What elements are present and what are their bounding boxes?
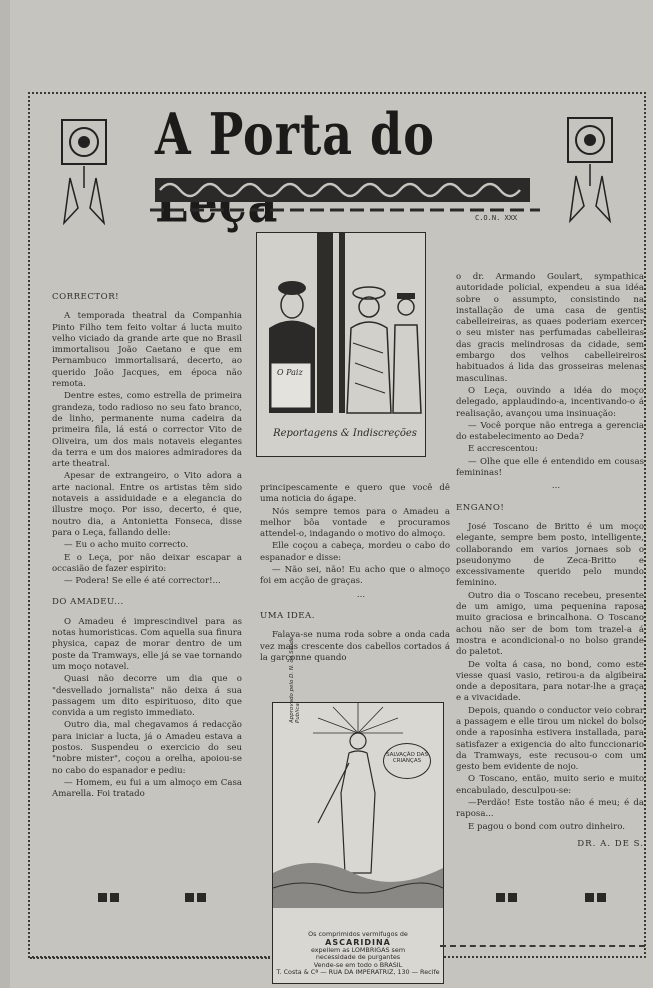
paragraph: De volta á casa, no bond, como este viesse quasi vasio, retirou-a da algibeira onde a depositara, para notar-lhe a graça e a vivacidade. bbox=[456, 659, 644, 704]
svg-text:O Paiz: O Paiz bbox=[277, 368, 303, 377]
paragraph: O Leça, ouvindo a idéa do moço delegado, applaudindo-a, incentivando-o á realisação, avançou uma insinuação: bbox=[456, 385, 644, 419]
magazine-page bbox=[10, 0, 653, 988]
paragraph: O Amadeu é imprescindivel para as notas humoristicas. Com aquella sua finura physica, capaz de morar dentro de um poste da Tramways, elle já se vae tornando um moço notavel. bbox=[52, 616, 242, 672]
ad-line: T. Costa & Cª — RUA DA IMPERATRIZ, 130 — Recife bbox=[276, 968, 440, 977]
paragraph: — Olhe que elle é entendido em cousas femininas! bbox=[456, 456, 644, 479]
section-heading: CORRECTOR! bbox=[52, 292, 120, 302]
cartoon-illustration bbox=[256, 232, 426, 457]
separator-dots: ... bbox=[356, 589, 366, 600]
footer-square-icon bbox=[597, 893, 606, 902]
section-heading: DO AMADEU... bbox=[52, 597, 124, 608]
paragraph: José Toscano de Britto é um moço elegante, sempre bem posto, intelligente, collaborando em varios jornaes sob o pseudonymo de Zeca-Britto e excessivamente querido pelo mundo feminino. bbox=[456, 521, 644, 589]
section-heading: ENGANO! bbox=[456, 502, 505, 513]
footer-square-icon bbox=[508, 893, 517, 902]
ad-line: necessidade de purgantes bbox=[315, 953, 401, 962]
paragraph: Apesar de extrangeiro, o Vito adora a arte nacional. Entre os artistas têm sido notaveis a assiduidade e a elegancia do illustre moço. Por isso, decerto, é que, noutro dia, a Antonietta Fonseca, disse para o Leça, fallando delle: bbox=[52, 471, 242, 538]
page-title: A Porta do bbox=[155, 100, 435, 168]
paragraph: — Eu o acho muito correcto. bbox=[64, 540, 189, 551]
issue-mark: C.O.N. XXX bbox=[475, 214, 518, 222]
paragraph: Outro dia, mal chegavamos á redacção para iniciar a lucta, já o Amadeu estava a postos. Suspendeu o exercicio do seu "nobre mister", coçou a orelha, apoiou-se no cabo do espanador e pediu: bbox=[52, 720, 242, 776]
paragraph: A temporada theatral da Companhia Pinto Filho tem feito voltar á lucta muito velho viciado da grande arte que no Brasil immortalisou João Caetano e que em Pernambuco immortalisará, decerto, ao querido João Jacques, em época não remota. bbox=[52, 311, 242, 390]
ad-copy bbox=[273, 931, 443, 977]
footer-square-icon bbox=[496, 893, 505, 902]
paragraph: — Podera! Se elle é até corrector!... bbox=[64, 576, 221, 587]
ad-line: Vende-se em todo o BRASIL bbox=[313, 960, 403, 969]
paragraph: —Perdão! Este tostão não é meu; é da raposa... bbox=[456, 798, 644, 820]
masthead bbox=[70, 100, 630, 230]
paragraph: Nós sempre temos para o Amadeu a melhor bôa vontade e procuramos attendel-o, indagando o motivo do almoço. bbox=[260, 506, 450, 540]
paragraph: O Toscano, então, muito serio e muito encabulado, desculpou-se: bbox=[456, 774, 644, 796]
paragraph: o dr. Armando Goulart, sympathica autoridade policial, expendeu a sua idéa sobre o assumpto, consistindo na installação de uma casa de gentis cabelleireiras, as quaes poderiam exercer o seu mister nas perfumadas cabelleiras das gracis melindrosas da cidade, sem embargo dos velhos cabelleireiros habituados á lida das grosseiras melenas masculinas. bbox=[456, 272, 644, 384]
swirl-border-icon bbox=[155, 178, 530, 202]
separator-dots: ... bbox=[551, 481, 561, 492]
footer-square-icon bbox=[110, 893, 119, 902]
ad-approval-note: Approvado pelo D. N. da Saude Publica bbox=[289, 636, 301, 723]
paragraph: Dentre estes, como estrella de primeira grandeza, todo radioso no seu fato branco, de linho, permanente numa cadeira da primeira fila, lá está o corrector Vito de Oliveira, um dos mais notaveis elegantes da terra e um dos maiores admiradores da arte theatral. bbox=[52, 391, 242, 470]
paragraph: Depois, quando o conductor veio cobrar a passagem e elle tirou um nickel do bolso onde a raposinha estivera installada, para satisfazer a exigencia do alto funccionario da Tramways, este recusou-o com um gesto bem evidente de nojo. bbox=[456, 705, 644, 773]
ad-stamp: SALVAÇÃO DAS CRIANÇAS bbox=[383, 743, 431, 779]
signature: DR. A. DE S. bbox=[577, 838, 644, 849]
paragraph: Quasi não decorre um dia que o "desvellado jornalista" não deixa á sua passagem um dito espirituoso, dito que convida a um registo immediato. bbox=[52, 674, 242, 719]
column-right bbox=[456, 272, 644, 851]
footer-square-icon bbox=[585, 893, 594, 902]
ad-brand: ASCARIDINA bbox=[325, 938, 391, 948]
dash-rule-icon bbox=[150, 206, 540, 214]
footer-square-icon bbox=[185, 893, 194, 902]
footer-square-icon bbox=[197, 893, 206, 902]
goddess-figure-icon bbox=[273, 703, 443, 913]
paragraph: Outro dia o Toscano recebeu, presente de um amigo, uma pequenina raposa muito graciosa e brincalhona. O Toscano achou não ser de bom tom trazel-a á mostra e acondicional-o no bolso grande do paletot. bbox=[456, 590, 644, 658]
footer-square-icon bbox=[98, 893, 107, 902]
ad-line: expellem as LOMBRIGAS sem bbox=[310, 945, 406, 954]
section-heading: UMA IDEA. bbox=[260, 610, 315, 621]
cartoon-figures-icon bbox=[257, 233, 424, 423]
paragraph: Elle coçou a cabeça, mordeu o cabo do espanador e disse: bbox=[260, 541, 450, 563]
paragraph: — Homem, eu fui a um almoço em Casa Amarella. Foi tratado bbox=[52, 777, 242, 800]
paragraph: E pagou o bond com outro dinheiro. bbox=[468, 821, 625, 832]
illustration-caption: Reportagens & Indiscreções bbox=[273, 428, 417, 439]
paragraph: — Você porque não entrega a gerencia do estabelecimento ao Deda? bbox=[456, 420, 644, 443]
footer-rule bbox=[440, 945, 645, 947]
paragraph: Falava-se numa roda sobre a onda cada vez mais crescente dos cabellos cortados á la garçonne quando bbox=[260, 630, 450, 663]
paragraph: E o Leça, por não deixar escapar a occasião de fazer espirito: bbox=[52, 552, 242, 574]
footer-rule bbox=[30, 957, 270, 959]
paragraph: E accrescentou: bbox=[468, 444, 538, 455]
ad-line: Os comprimidos vermifugos de bbox=[308, 930, 408, 939]
paragraph: principescamente e quero que você dê uma noticia do ágape. bbox=[260, 483, 450, 505]
column-left bbox=[52, 282, 242, 801]
paragraph: — Não sei, não! Eu acho que o almoço foi em acção de graças. bbox=[260, 565, 450, 587]
